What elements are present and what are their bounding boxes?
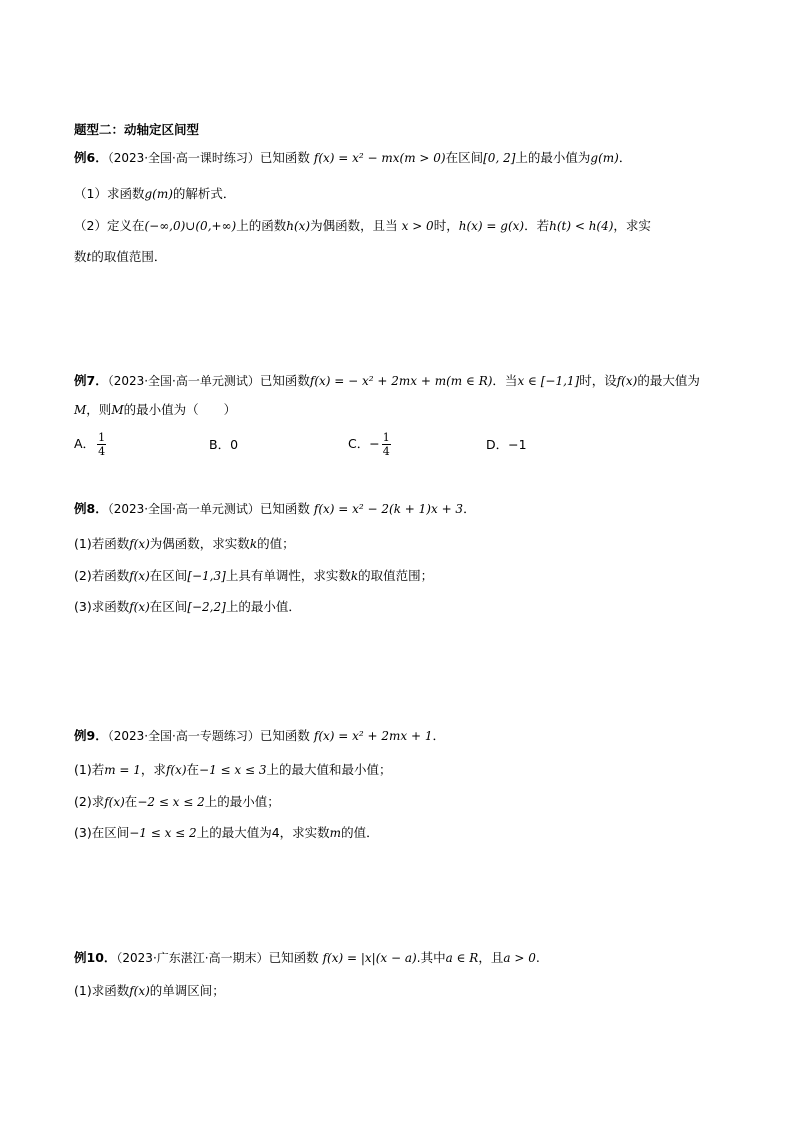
ex8-label: 例8． (74, 501, 108, 516)
ex7-stem (74, 372, 700, 390)
ex10-q1-fx: f(x) (129, 984, 150, 998)
ex8-stem (74, 500, 476, 518)
ex7-option-c-fraction (382, 431, 391, 458)
ex6-q2-condition: x > 0 (401, 219, 434, 233)
ex9-q3-range: −1 ≤ x ≤ 2 (129, 826, 197, 840)
ex6-question-2-cont (74, 248, 166, 266)
ex10-question-1 (74, 982, 225, 1000)
ex8-q1-k: k (249, 537, 258, 551)
ex10-q1-text-b: 的单调区间； (149, 983, 225, 998)
ex8-q1-text-b: 为偶函数，求实数 (149, 536, 250, 551)
ex10-stem-end: . (535, 950, 540, 965)
ex9-function: f(x) = x² + 2mx + 1 (313, 729, 433, 743)
ex8-question-2 (74, 567, 433, 585)
ex7-condition: x ∈ [−1,1] (517, 374, 580, 388)
ex7-option-c (348, 431, 393, 458)
ex8-q2-text-c: 上具有单调性，求实数 (225, 568, 351, 583)
ex6-source: （2023·全国·高一课时练习） (107, 151, 260, 165)
ex8-stem-text-a: 已知函数 (259, 501, 310, 516)
ex7-stem-text-b: ．当 (492, 373, 518, 388)
ex9-q3-value: 4 (271, 825, 280, 840)
ex6-q2-inequality: h(t) < h(4) (549, 219, 614, 233)
ex7-option-d-label: D． (486, 437, 509, 452)
ex8-source: （2023·全国·高一单元测试） (107, 502, 260, 516)
ex6-interval: [0, 2] (483, 151, 516, 165)
ex10-stem-text-b: .其中 (416, 950, 446, 965)
ex8-q1-text-a: (1)若函数 (74, 536, 130, 551)
ex10-source: （2023·广东湛江·高一期末） (116, 951, 269, 965)
ex6-q2-line2-b: 的取值范围． (91, 249, 167, 264)
ex9-q3-text-c: ，求实数 (279, 825, 330, 840)
ex9-stem-end: ． (432, 728, 446, 743)
ex7-stem-text-a: 已知函数 (259, 373, 310, 388)
ex9-q3-text-d: 的值． (341, 825, 379, 840)
ex7-M: M (74, 403, 87, 417)
ex6-gm: g(m) (590, 151, 619, 165)
ex7-source: （2023·全国·高一单元测试） (107, 374, 260, 388)
ex9-label: 例9． (74, 728, 108, 743)
ex6-stem-text-c: 上的最小值为 (515, 150, 591, 165)
ex9-question-1 (74, 761, 392, 779)
ex7-line2-text-a: ，则 (86, 402, 112, 417)
ex6-q2-text-b: 上的函数 (236, 218, 287, 233)
ex9-q3-text-b: 上的最大值为 (196, 825, 272, 840)
ex7-stem-text-c: 时，设 (579, 373, 617, 388)
ex6-q2-domain: (−∞,0)∪(0,+∞) (144, 219, 237, 233)
ex10-q1-text-a: (1)求函数 (74, 983, 130, 998)
ex8-q1-text-c: 的值； (257, 536, 295, 551)
ex7-option-c-num: 1 (382, 431, 390, 444)
ex8-q3-interval: [−2,2] (187, 600, 226, 614)
ex6-q2-text-c: 为偶函数，且当 (310, 218, 398, 233)
ex7-option-b-label: B． (209, 437, 231, 452)
ex6-q2-line2-a: 数 (74, 249, 87, 264)
ex6-stem-end: ． (618, 150, 632, 165)
ex8-q3-text-a: (3)求函数 (74, 599, 130, 614)
ex7-option-c-den: 4 (382, 445, 390, 458)
ex7-option-a-label: A． (74, 436, 96, 451)
ex6-question-1 (74, 185, 235, 203)
ex8-question-3 (74, 598, 301, 616)
ex7-line2-text-b: 的最小值为（ ） (123, 402, 237, 417)
ex7-stem-text-d: 的最大值为 (637, 373, 700, 388)
ex8-q2-text-b: 在区间 (149, 568, 188, 583)
ex8-q2-k: k (350, 569, 359, 583)
ex9-q2-range: −2 ≤ x ≤ 2 (137, 795, 205, 809)
ex10-condition-2: a > 0 (503, 951, 536, 965)
ex10-stem-text-a: 已知函数 (268, 950, 319, 965)
ex6-q2-text-a: （2）定义在 (74, 218, 145, 233)
section-title-text: 题型二：动轴定区间型 (74, 122, 200, 137)
ex9-q1-text-c: 在 (186, 762, 200, 777)
ex9-q2-text-c: 上的最小值； (204, 794, 280, 809)
ex8-q1-fx: f(x) (129, 537, 150, 551)
ex8-stem-end: ． (463, 501, 476, 516)
ex9-q3-m: m (329, 826, 342, 840)
ex7-option-d-value: −1 (508, 437, 527, 452)
ex9-question-3 (74, 824, 379, 842)
ex9-q1-fx: f(x) (165, 763, 187, 777)
ex9-source: （2023·全国·高一专题练习） (107, 729, 260, 743)
ex8-q2-interval: [−1,3] (187, 569, 226, 583)
ex7-option-a-fraction (97, 431, 106, 458)
ex7-option-c-label: C． (348, 436, 370, 451)
ex7-label: 例7． (74, 373, 108, 388)
ex6-q1-text-b: 的解析式． (172, 186, 236, 201)
ex6-stem (74, 149, 631, 167)
ex7-M2: M (111, 403, 124, 417)
ex10-condition: a ∈ R (445, 951, 479, 965)
ex6-q1-text-a: （1）求函数 (74, 186, 145, 201)
ex9-q1-text-a: (1)若 (74, 762, 105, 777)
ex9-question-2 (74, 793, 280, 811)
ex6-q2-t: t (86, 250, 92, 264)
ex8-function: f(x) = x² − 2(k + 1)x + 3 (313, 502, 464, 516)
ex9-q3-text-a: (3)在区间 (74, 825, 130, 840)
ex6-q2-hx: h(x) (286, 219, 311, 233)
ex10-stem-text-c: ，且 (478, 950, 504, 965)
ex9-q1-m: m = 1 (104, 763, 141, 777)
ex6-q2-text-e: ．若 (524, 218, 550, 233)
ex7-function: f(x) = − x² + 2mx + m(m ∈ R) (309, 374, 493, 388)
ex8-q3-text-b: 在区间 (149, 599, 188, 614)
ex7-option-c-sign: − (369, 436, 380, 451)
ex7-option-b-value: 0 (230, 437, 239, 452)
ex6-stem-text-b: 在区间 (445, 150, 484, 165)
ex7-option-b (209, 436, 238, 454)
ex8-q2-text-a: (2)若函数 (74, 568, 130, 583)
ex10-function: f(x) = |x|(x − a) (322, 951, 417, 965)
ex8-question-1 (74, 535, 295, 553)
ex6-q2-equation: h(x) = g(x) (458, 219, 525, 233)
ex6-question-2 (74, 217, 651, 235)
section-title (74, 121, 199, 139)
ex6-q1-gm: g(m) (144, 187, 173, 201)
ex9-stem (74, 727, 445, 745)
ex10-stem (74, 949, 540, 967)
ex9-q1-text-d: 上的最大值和最小值； (266, 762, 392, 777)
ex6-stem-text-a: 已知函数 (259, 150, 310, 165)
ex6-q2-text-d: 时， (433, 218, 459, 233)
ex9-q2-text-a: (2)求 (74, 794, 105, 809)
ex9-q2-text-b: 在 (124, 794, 138, 809)
ex7-option-a-num: 1 (98, 431, 106, 444)
ex8-q3-fx: f(x) (129, 600, 150, 614)
ex6-q2-text-f: ，求实 (613, 218, 651, 233)
ex7-option-a-den: 4 (98, 445, 106, 458)
ex6-function: f(x) = x² − mx(m > 0) (313, 151, 446, 165)
ex9-q1-text-b: ，求 (140, 762, 166, 777)
ex7-option-d (486, 436, 527, 454)
ex8-q2-fx: f(x) (129, 569, 150, 583)
ex9-stem-text-a: 已知函数 (259, 728, 310, 743)
ex6-label: 例6． (74, 150, 108, 165)
ex8-q3-text-c: 上的最小值． (225, 599, 301, 614)
ex8-q2-text-d: 的取值范围； (358, 568, 434, 583)
ex9-q1-range: −1 ≤ x ≤ 3 (199, 763, 267, 777)
ex7-stem-cont (74, 401, 236, 419)
ex9-q2-fx: f(x) (104, 795, 125, 809)
ex10-label: 例10． (74, 950, 117, 965)
ex7-fx: f(x) (616, 374, 638, 388)
ex7-option-a (74, 431, 108, 458)
